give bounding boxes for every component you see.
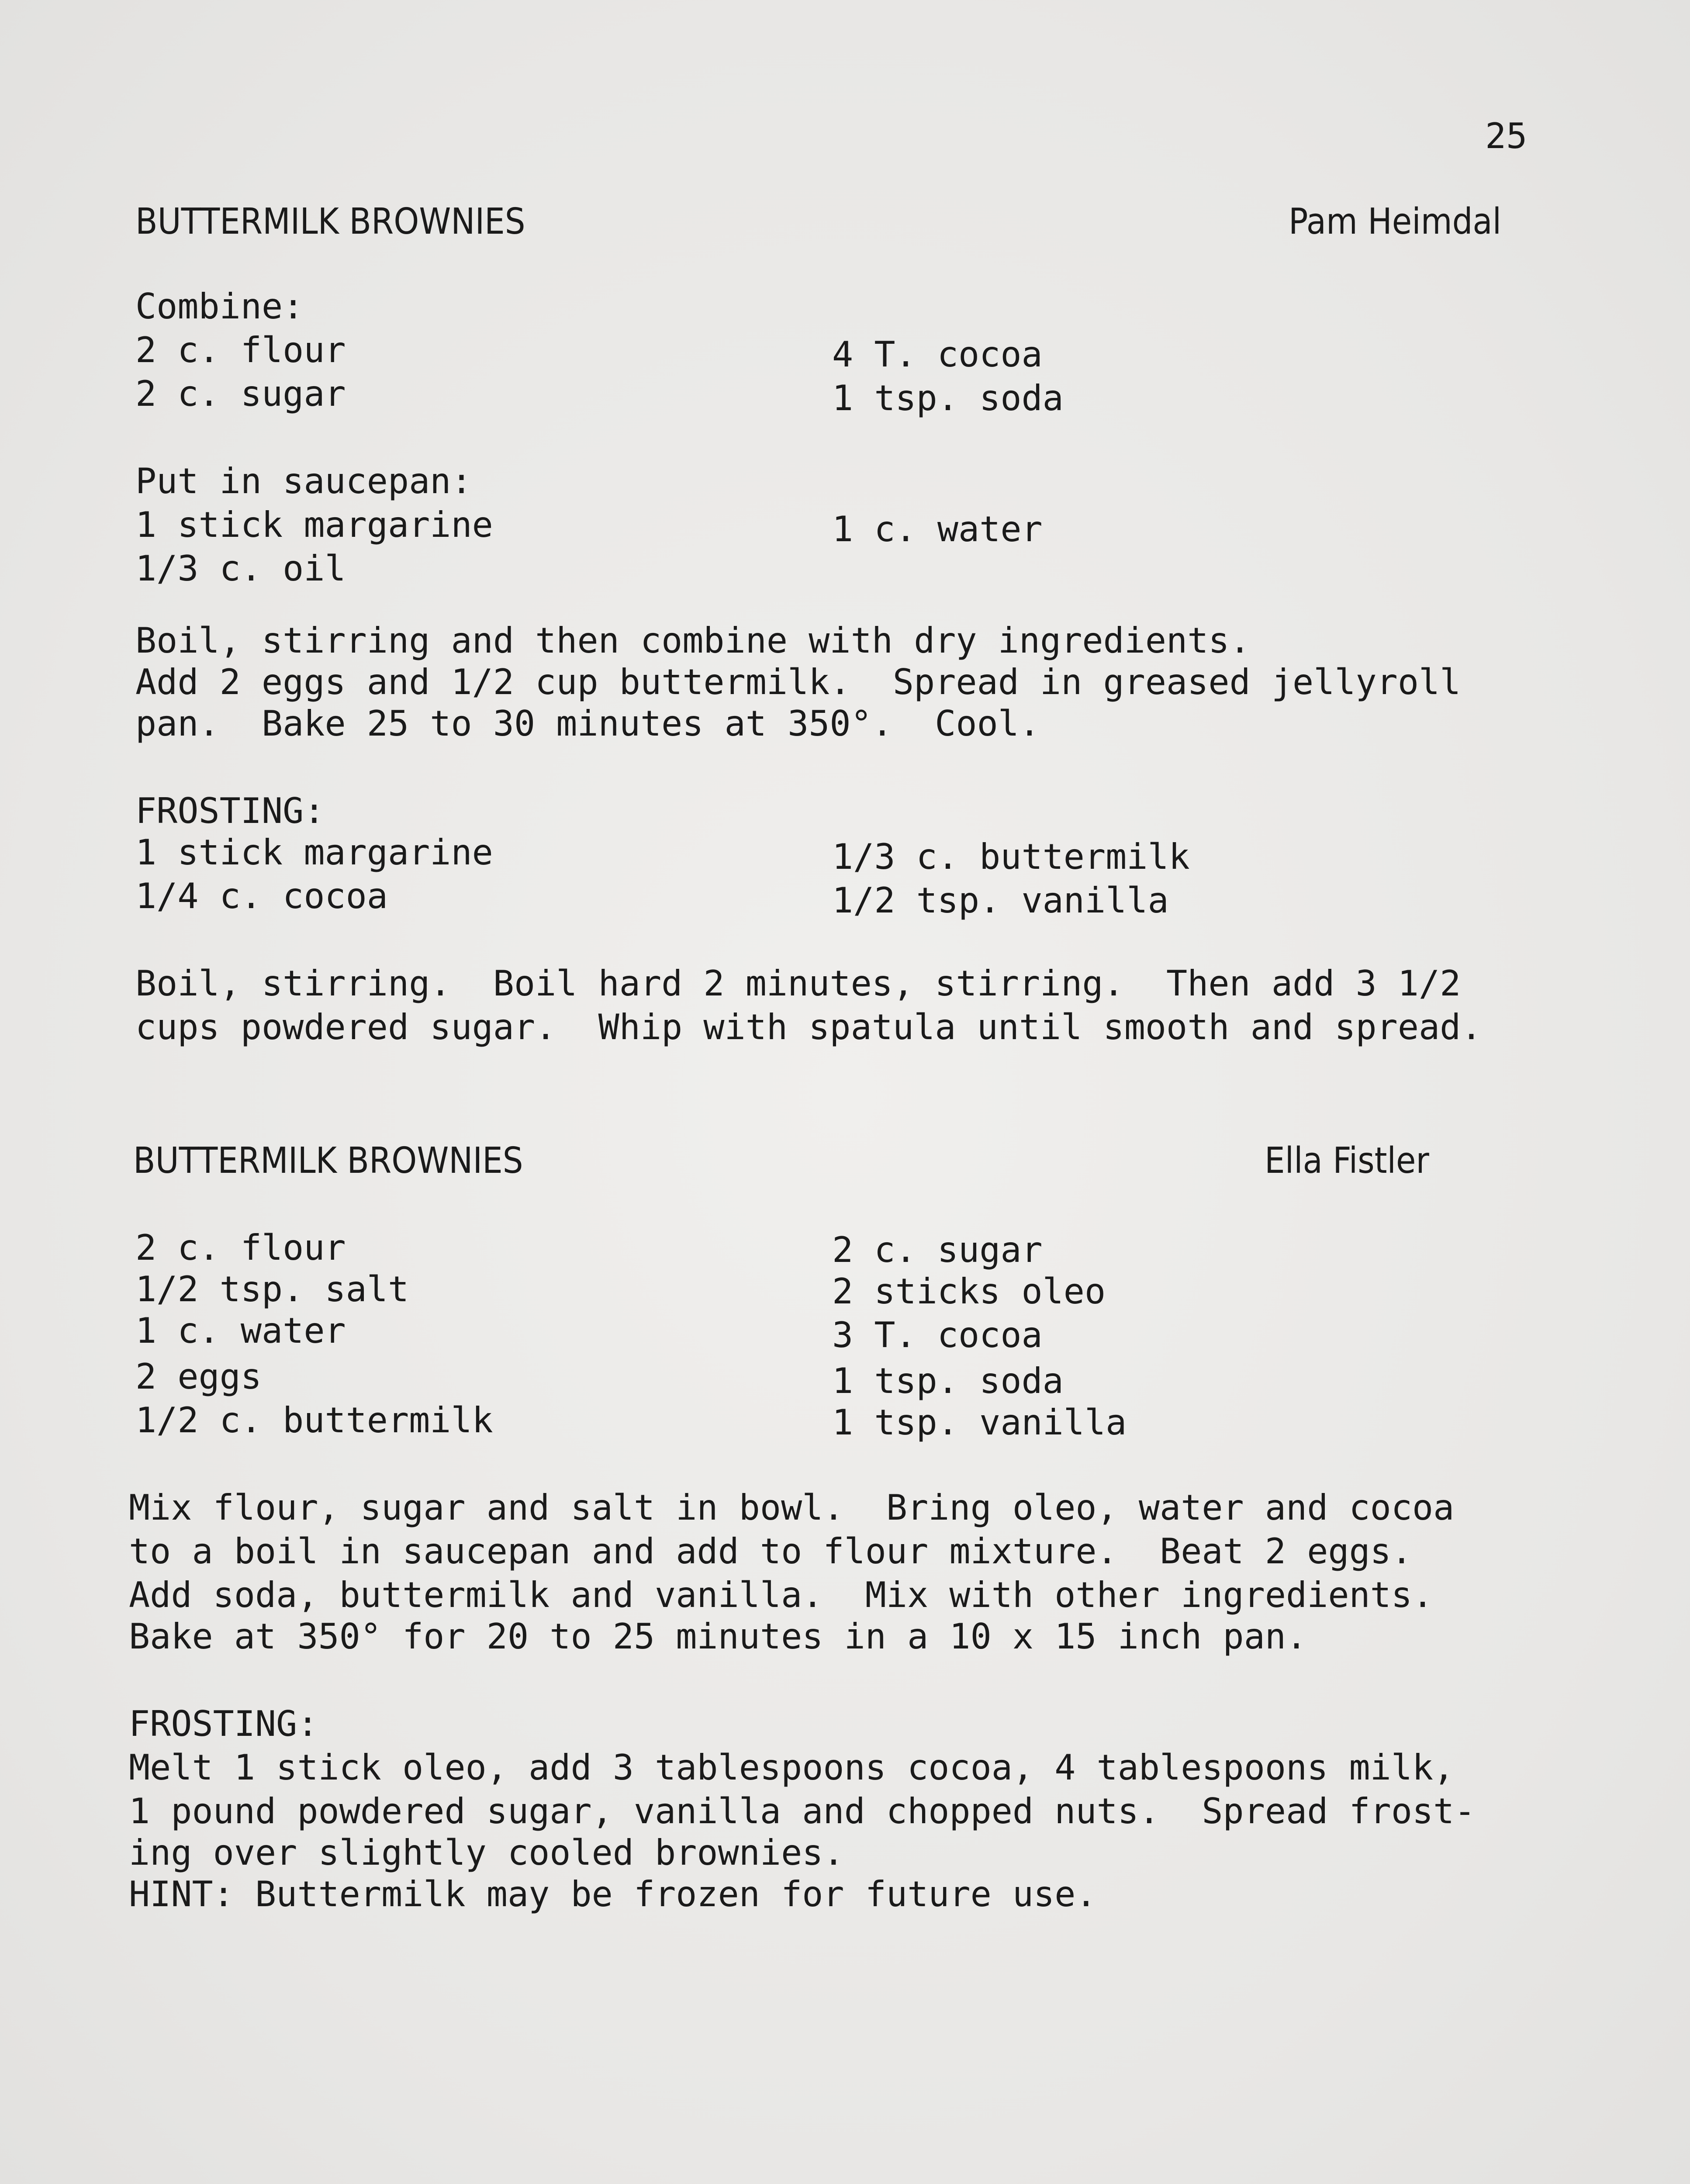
recipe1-frosting-item: 1/2 tsp. vanilla <box>832 880 1169 921</box>
recipe2-ingredient: 1 tsp. soda <box>832 1361 1064 1401</box>
recipe2-ingredient: 1/2 c. buttermilk <box>135 1400 493 1441</box>
recipe1-saucepan-label: Put in saucepan: <box>135 461 472 501</box>
recipe2-ingredient: 2 sticks oleo <box>832 1271 1106 1312</box>
recipe1-combine-label: Combine: <box>135 286 304 327</box>
recipe2-frosting-direction-line: 1 pound powdered sugar, vanilla and chopped nuts. Spread frost- <box>129 1791 1476 1832</box>
recipe2-direction-line: Mix flour, sugar and salt in bowl. Bring oleo, water and cocoa <box>129 1487 1455 1528</box>
recipe2-frosting-direction-line: ing over slightly cooled brownies. <box>129 1832 844 1873</box>
recipe2-title: BUTTERMILK BROWNIES <box>133 1140 523 1182</box>
recipe1-combine-item: 4 T. cocoa <box>832 334 1043 375</box>
recipe1-frosting-direction-line: Boil, stirring. Boil hard 2 minutes, stirring. Then add 3 1/2 <box>135 963 1461 1004</box>
recipe1-direction-line: pan. Bake 25 to 30 minutes at 350°. Cool. <box>135 703 1040 744</box>
recipe2-ingredient: 2 eggs <box>135 1356 262 1397</box>
recipe2-direction-line: Add soda, buttermilk and vanilla. Mix with other ingredients. <box>129 1575 1434 1615</box>
recipe1-saucepan-item: 1 stick margarine <box>135 505 493 545</box>
recipe2-frosting-direction-line: Melt 1 stick oleo, add 3 tablespoons cocoa, 4 tablespoons milk, <box>129 1747 1455 1788</box>
recipe1-title: BUTTERMILK BROWNIES <box>135 201 525 242</box>
recipe1-combine-item: 1 tsp. soda <box>832 378 1064 418</box>
recipe1-frosting-item: 1/4 c. cocoa <box>135 876 388 916</box>
recipe2-ingredient: 3 T. cocoa <box>832 1315 1043 1355</box>
recipe1-direction-line: Add 2 eggs and 1/2 cup buttermilk. Spread in greased jellyroll <box>135 662 1461 702</box>
recipe1-frosting-direction-line: cups powdered sugar. Whip with spatula until smooth and spread. <box>135 1007 1482 1047</box>
recipe2-ingredient: 1/2 tsp. salt <box>135 1269 409 1310</box>
recipe1-frosting-item: 1 stick margarine <box>135 832 493 873</box>
recipe1-combine-item: 2 c. flour <box>135 330 346 370</box>
recipe2-hint: HINT: Buttermilk may be frozen for future use. <box>129 1874 1097 1914</box>
recipe1-combine-item: 2 c. sugar <box>135 373 346 414</box>
recipe2-ingredient: 1 tsp. vanilla <box>832 1402 1127 1443</box>
recipe1-frosting-item: 1/3 c. buttermilk <box>832 836 1190 877</box>
recipe2-ingredient: 2 c. sugar <box>832 1230 1043 1270</box>
recipe1-saucepan-item: 1 c. water <box>832 509 1043 549</box>
recipe2-author: Ella Fistler <box>1265 1140 1429 1182</box>
recipe1-saucepan-item: 1/3 c. oil <box>135 548 346 589</box>
recipe2-direction-line: to a boil in saucepan and add to flour mixture. Beat 2 eggs. <box>129 1531 1413 1572</box>
page-number: 25 <box>1485 116 1528 156</box>
recipe2-direction-line: Bake at 350° for 20 to 25 minutes in a 10 x 15 inch pan. <box>129 1616 1307 1657</box>
recipe1-author: Pam Heimdal <box>1289 201 1502 242</box>
recipe2-frosting-label: FROSTING: <box>129 1704 318 1744</box>
recipe2-ingredient: 1 c. water <box>135 1310 346 1351</box>
recipe1-direction-line: Boil, stirring and then combine with dry ingredients. <box>135 620 1251 661</box>
recipe1-frosting-label: FROSTING: <box>135 791 325 831</box>
recipe2-ingredient: 2 c. flour <box>135 1227 346 1268</box>
